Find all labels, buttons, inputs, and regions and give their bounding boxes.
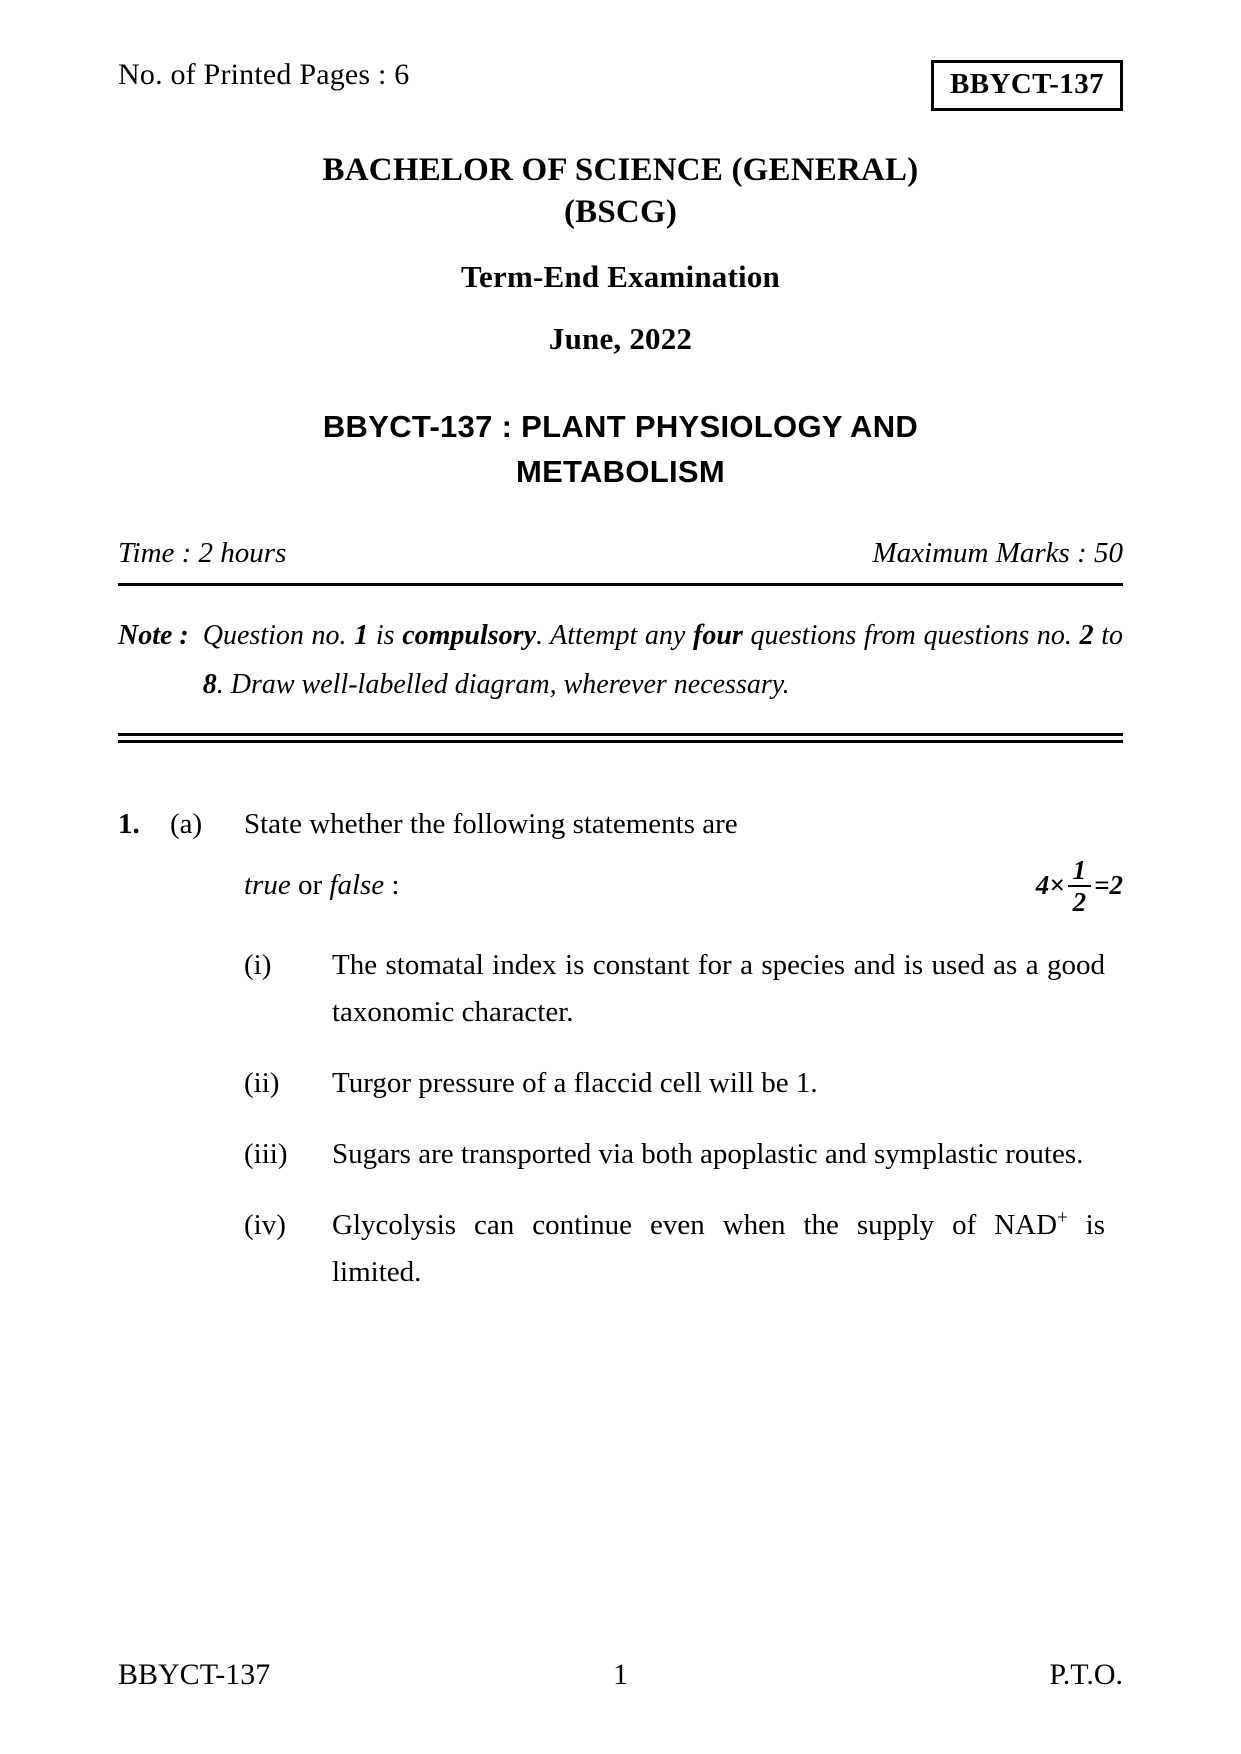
- note-bold-four: four: [693, 620, 743, 652]
- program-name-line2: (BSCG): [563, 194, 678, 231]
- note-text-part1: Question no.: [202, 620, 355, 652]
- sub-item-text-iv: [332, 1202, 1123, 1296]
- question-1-truefalse: [244, 862, 399, 909]
- sub-item-text-iii: Sugars are transported via both apoplastic and symplastic routes.: [332, 1138, 1084, 1171]
- footer-page-number: 1: [613, 1658, 628, 1691]
- note-bold-1: 1: [354, 620, 369, 652]
- note-text-part5: to: [1093, 620, 1124, 652]
- question-1-false-word: false: [329, 869, 385, 902]
- marks-equals: =2: [1094, 870, 1123, 901]
- sub-item-text-iv-before: Glycolysis can continue even when the supply of NAD: [332, 1209, 1058, 1242]
- sub-item-text-i: The stomatal index is constant for a species and is used as a good taxonomic character.: [332, 949, 1105, 1029]
- note-text: [203, 612, 1123, 708]
- exam-time: Time : 2 hours: [118, 537, 287, 570]
- note-bold-8: 8: [202, 668, 217, 700]
- footer-course-code: BBYCT-137: [118, 1658, 271, 1691]
- note-bold-2: 2: [1079, 620, 1094, 652]
- list-item: [118, 1060, 1123, 1107]
- exam-session: June, 2022: [548, 321, 693, 357]
- sub-item-label-iv: (iv): [244, 1209, 286, 1242]
- question-1-stem: [244, 801, 1123, 917]
- note-label: Note :: [118, 620, 189, 652]
- question-1-stem-row: [118, 801, 1123, 917]
- subject-title-line1: BBYCT-137 : PLANT PHYSIOLOGY AND: [322, 409, 919, 445]
- course-code-box: BBYCT-137: [931, 60, 1123, 111]
- question-1-marks: [1036, 856, 1123, 917]
- question-1-colon: :: [384, 869, 400, 902]
- page-footer: [118, 1658, 1123, 1692]
- note-block: [118, 612, 1123, 708]
- note-text-part6: . Draw well-labelled diagram, wherever necessary.: [216, 668, 790, 700]
- question-1-true-word: true: [244, 869, 291, 902]
- list-item: [118, 1202, 1123, 1296]
- list-item: [118, 942, 1123, 1036]
- nad-plus-superscript: +: [1057, 1207, 1068, 1229]
- note-text-part4: questions from questions no.: [742, 620, 1080, 652]
- footer-pto: P.T.O.: [1049, 1658, 1123, 1691]
- marks-fraction-denominator: 2: [1072, 886, 1087, 917]
- sub-item-text-iv-after: is limited.: [332, 1209, 1105, 1289]
- title-block: [118, 149, 1123, 495]
- note-bold-compulsory: compulsory: [402, 620, 536, 652]
- sub-item-text-ii: Turgor pressure of a flaccid cell will be 1.: [332, 1067, 818, 1100]
- sub-item-label-i: (i): [244, 949, 272, 982]
- question-1-part-label: (a): [170, 807, 203, 840]
- note-text-part3: . Attempt any: [536, 620, 694, 652]
- question-1-or-word: or: [290, 869, 330, 902]
- exam-max-marks: Maximum Marks : 50: [872, 537, 1123, 570]
- question-1-stem-line1: State whether the following statements are: [244, 807, 738, 840]
- question-1-sub-items: [118, 942, 1123, 1296]
- exam-term: Term-End Examination: [461, 259, 780, 295]
- question-1-stem-line2: [244, 856, 1123, 917]
- subject-title: [118, 405, 1123, 495]
- page-header: [118, 0, 1123, 111]
- sub-item-label-ii: (ii): [244, 1067, 280, 1100]
- note-text-part2: is: [368, 620, 403, 652]
- divider-rule-top: [118, 583, 1123, 586]
- sub-item-label-iii: (iii): [244, 1138, 288, 1171]
- marks-fraction-numerator: 1: [1068, 856, 1092, 887]
- divider-rule-double: [118, 733, 1123, 743]
- list-item: [118, 1131, 1123, 1178]
- marks-fraction: [1068, 856, 1092, 917]
- exam-info-row: [118, 537, 1123, 570]
- subject-title-line2: METABOLISM: [515, 454, 726, 490]
- program-name-line1: BACHELOR OF SCIENCE (GENERAL): [322, 152, 919, 188]
- printed-pages-label: No. of Printed Pages : 6: [118, 58, 410, 91]
- question-1: [118, 801, 1123, 1296]
- marks-multiplier: 4×: [1035, 870, 1065, 901]
- question-1-number: 1.: [118, 807, 140, 840]
- program-name: [118, 149, 1123, 233]
